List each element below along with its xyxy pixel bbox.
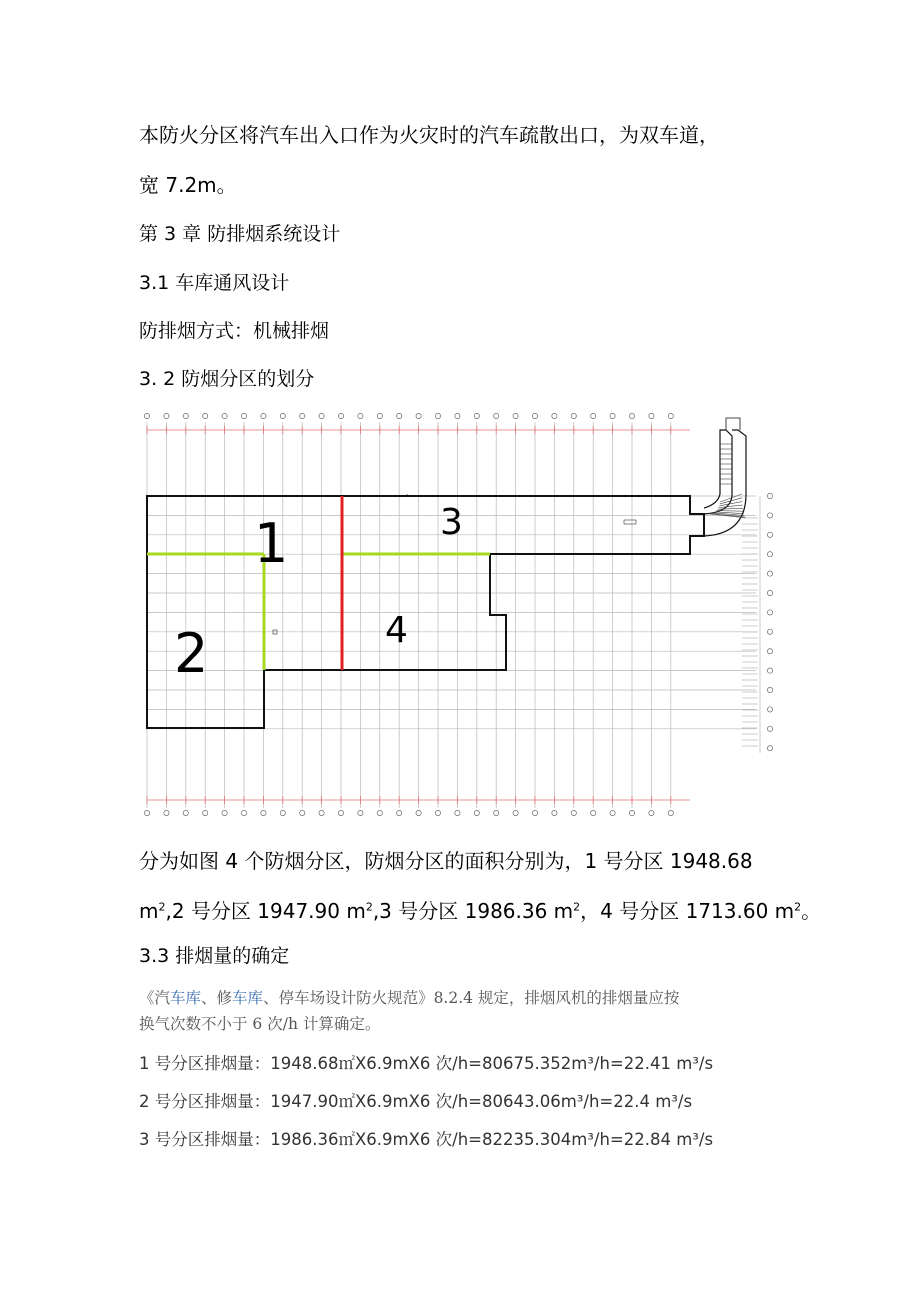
section-heading-3-1: 3.1 车库通风设计 bbox=[139, 272, 290, 294]
spec-quote-line2: 换气次数不小于 6 次/h 计算确定。 bbox=[139, 1015, 381, 1033]
section-heading-3-2: 3. 2 防烟分区的划分 bbox=[139, 368, 315, 390]
zone-label-3: 3 bbox=[440, 502, 463, 543]
svg-text:-: - bbox=[406, 491, 409, 498]
paragraph-evacuation: 本防火分区将汽车出入口作为火灾时的汽车疏散出口，为双车道， bbox=[139, 123, 719, 147]
zone-label-4: 4 bbox=[385, 610, 408, 651]
section-heading-3-3: 3.3 排烟量的确定 bbox=[139, 945, 290, 967]
term-link-garage[interactable]: 车库 bbox=[170, 989, 202, 1007]
smoke-zone-floor-plan bbox=[134, 408, 774, 820]
zones-description-line1: 分为如图 4 个防烟分区，防烟分区的面积分别为，1 号分区 1948.68 bbox=[139, 849, 753, 873]
smoke-control-method: 防排烟方式：机械排烟 bbox=[139, 320, 330, 342]
zones-description-line2: $m^2,2$ 号分区 1947.90 $m^2,3$ 号分区 1986.36 $m^2$，4 号分区 1713.60 $m^2$。 bbox=[139, 899, 822, 923]
calc-zone-2: 2 号分区排烟量：1947.90㎡X6.9mX6 次/h=80643.06m³/h=22.4 m³/s bbox=[139, 1092, 693, 1111]
calc-zone-1: 1 号分区排烟量：1948.68㎡X6.9mX6 次/h=80675.352m³/h=22.41 m³/s bbox=[139, 1054, 714, 1073]
calc-zone-3: 3 号分区排烟量：1986.36㎡X6.9mX6 次/h=82235.304m³/h=22.84 m³/s bbox=[139, 1130, 714, 1149]
zone-label-1: 1 bbox=[254, 512, 289, 575]
paragraph-lane-width: 宽 7.2m。 bbox=[139, 173, 237, 197]
term-link-repair-garage[interactable]: 车库 bbox=[232, 989, 264, 1007]
zone-label-2: 2 bbox=[174, 622, 209, 685]
chapter-heading: 第 3 章 防排烟系统设计 bbox=[139, 223, 341, 245]
spec-quote-line1: 《汽车库、修车库、停车场设计防火规范》8.2.4 规定，排烟风机的排烟量应按 bbox=[139, 989, 680, 1007]
